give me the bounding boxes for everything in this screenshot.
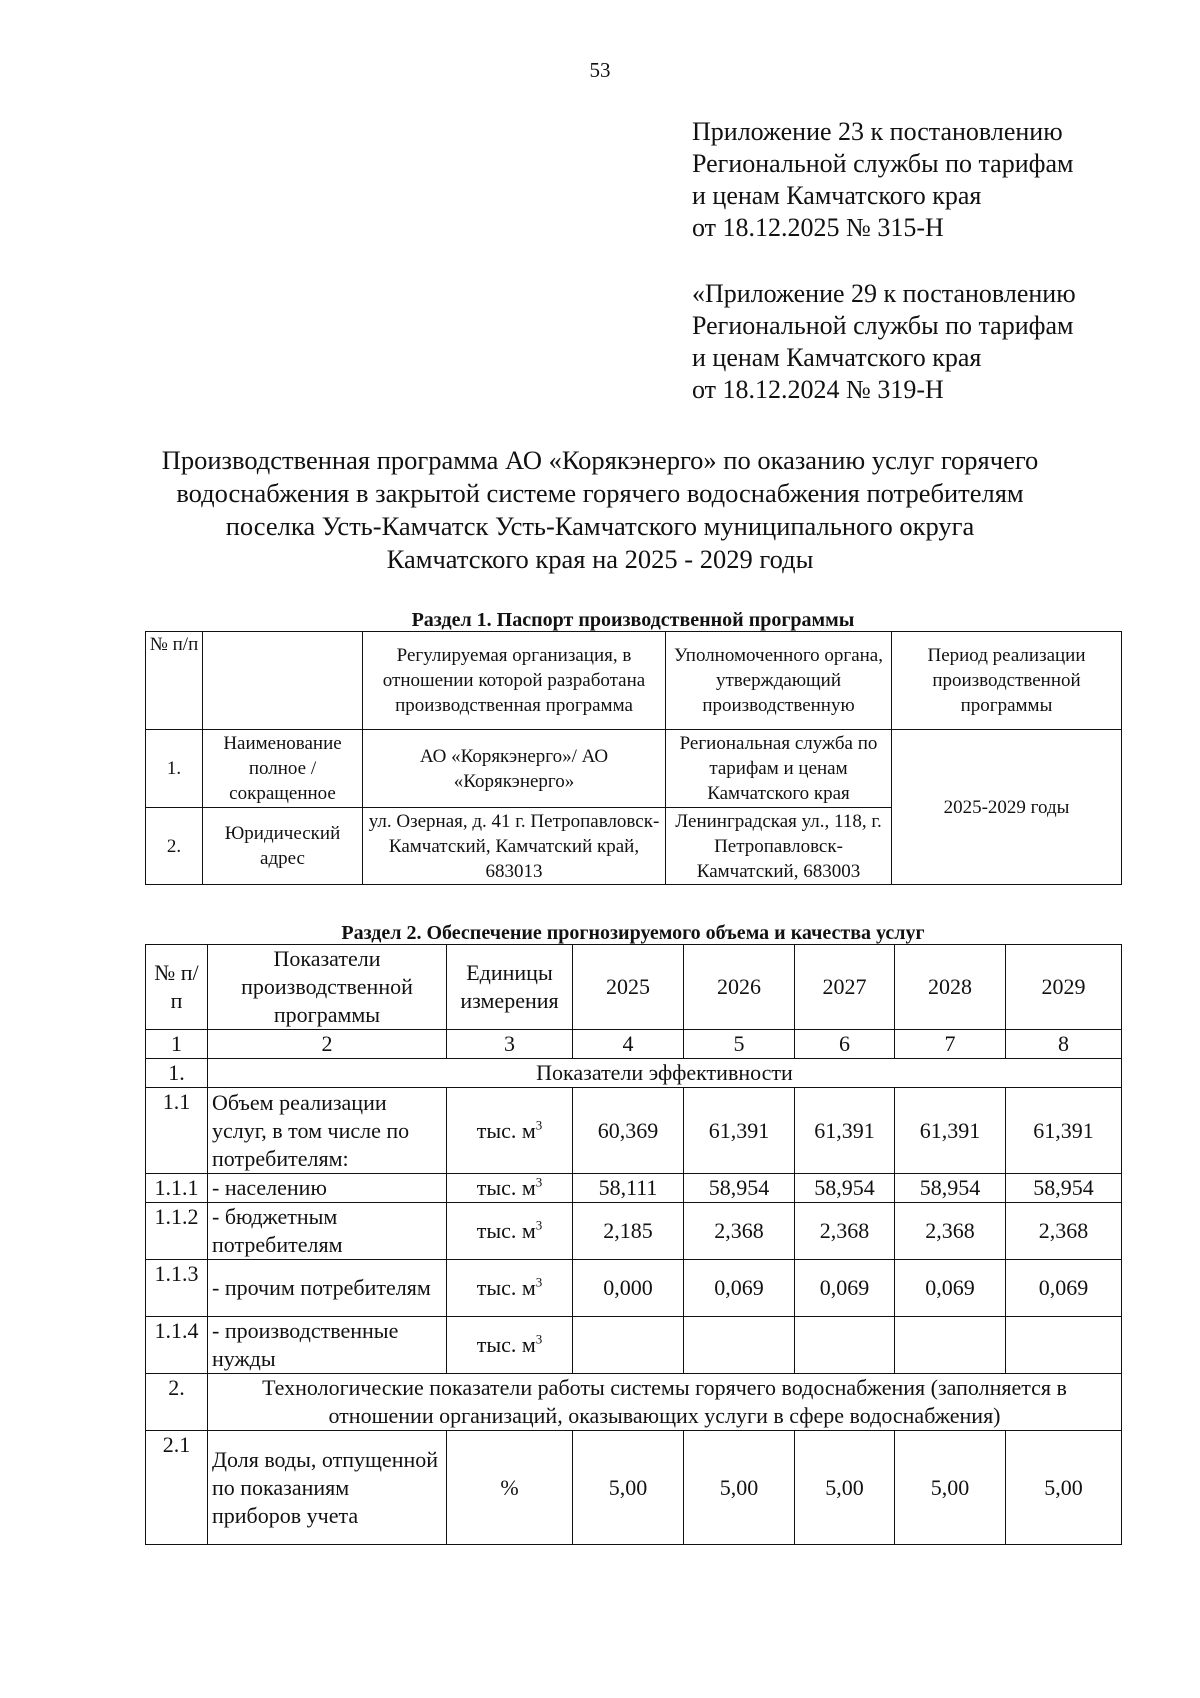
row-unit: тыс. $м^3$ bbox=[447, 1174, 573, 1203]
row-value: 2,368 bbox=[684, 1203, 795, 1260]
header-num: № п/п bbox=[146, 945, 208, 1030]
row-value: 61,391 bbox=[684, 1088, 795, 1174]
section2-title: Раздел 2. Обеспечение прогнозируемого объема и качества услуг bbox=[341, 922, 925, 944]
appendix-current-line: Приложение 23 к постановлению bbox=[692, 117, 1063, 146]
header-unit: Единицы измерения bbox=[447, 945, 573, 1030]
row-num: 1.1 bbox=[146, 1088, 208, 1174]
row-value bbox=[895, 1317, 1006, 1374]
row-org: ул. Озерная, д. 41 г. Петропавловск-Камчатский, Камчатский край, 683013 bbox=[363, 808, 666, 885]
header-indicator: Показатели производственной программы bbox=[208, 945, 447, 1030]
header-period: Период реализации производственной программы bbox=[892, 632, 1122, 730]
document-title bbox=[120, 444, 1080, 576]
group-label: Показатели эффективности bbox=[208, 1059, 1122, 1088]
group-num: 1. bbox=[146, 1059, 208, 1088]
row-value bbox=[684, 1317, 795, 1374]
row-value: 2,368 bbox=[1006, 1203, 1122, 1260]
row-value: 58,954 bbox=[795, 1174, 895, 1203]
row-org: АО «Корякэнерго»/ АО «Корякэнерго» bbox=[363, 730, 666, 808]
row-value: 0,069 bbox=[1006, 1260, 1122, 1317]
row-value: 5,00 bbox=[895, 1431, 1006, 1545]
passport-table bbox=[145, 631, 1122, 885]
row-label: Юридический адрес bbox=[203, 808, 363, 885]
appendix-current-line: и ценам Камчатского края bbox=[692, 181, 982, 210]
appendix-previous bbox=[692, 278, 1076, 406]
group-label: Технологические показатели работы системы горячего водоснабжения (заполняется в отношении организаций, оказывающих услуги в сфере водоснабжения) bbox=[208, 1374, 1122, 1431]
row-value bbox=[795, 1317, 895, 1374]
row-num: 2. bbox=[146, 808, 203, 885]
row-unit: тыс. $м^3$ bbox=[447, 1203, 573, 1260]
indicators-header-row bbox=[146, 945, 1122, 1030]
row-value: 61,391 bbox=[795, 1088, 895, 1174]
row-value: 2,368 bbox=[795, 1203, 895, 1260]
appendix-previous-line: от 18.12.2024 № 319-Н bbox=[692, 375, 944, 404]
row-label: Объем реализации услуг, в том числе по потребителям: bbox=[208, 1088, 447, 1174]
column-number: 1 bbox=[146, 1030, 208, 1059]
table-row bbox=[146, 1317, 1122, 1374]
row-num: 1.1.2 bbox=[146, 1203, 208, 1260]
document-title-line: поселка Усть-Камчатск Усть-Камчатского муниципального округа bbox=[225, 511, 975, 541]
section1-title: Раздел 1. Паспорт производственной программы bbox=[411, 609, 855, 631]
header-year: 2025 bbox=[573, 945, 684, 1030]
column-number: 8 bbox=[1006, 1030, 1122, 1059]
header-year: 2027 bbox=[795, 945, 895, 1030]
row-num: 1.1.1 bbox=[146, 1174, 208, 1203]
page-number: 53 bbox=[589, 58, 611, 82]
column-number: 7 bbox=[895, 1030, 1006, 1059]
row-value: 5,00 bbox=[795, 1431, 895, 1545]
appendix-previous-line: «Приложение 29 к постановлению bbox=[692, 279, 1076, 308]
row-label: Наименование полное / сокращенное bbox=[203, 730, 363, 808]
document-title-line: Производственная программа АО «Корякэнерго» по оказанию услуг горячего bbox=[161, 445, 1039, 475]
header-year: 2028 bbox=[895, 945, 1006, 1030]
row-value: 58,111 bbox=[573, 1174, 684, 1203]
table-row bbox=[146, 1260, 1122, 1317]
row-value: 5,00 bbox=[684, 1431, 795, 1545]
column-number: 4 bbox=[573, 1030, 684, 1059]
passport-row bbox=[146, 730, 1122, 808]
header-authority: Уполномоченного органа, утверждающий производственную bbox=[666, 632, 892, 730]
row-unit: % bbox=[447, 1431, 573, 1545]
row-label: Доля воды, отпущенной по показаниям приборов учета bbox=[208, 1431, 447, 1545]
row-label: - прочим потребителям bbox=[208, 1260, 447, 1317]
document-title-line: водоснабжения в закрытой системе горячего водоснабжения потребителям bbox=[176, 478, 1024, 508]
header-year: 2029 bbox=[1006, 945, 1122, 1030]
row-label: - производственные нужды bbox=[208, 1317, 447, 1374]
row-value: 61,391 bbox=[1006, 1088, 1122, 1174]
header-org: Регулируемая организация, в отношении которой разработана производственная программа bbox=[363, 632, 666, 730]
table-row bbox=[146, 1431, 1122, 1545]
group-row bbox=[146, 1374, 1122, 1431]
row-value: 5,00 bbox=[1006, 1431, 1122, 1545]
table-row bbox=[146, 1203, 1122, 1260]
row-value: 2,185 bbox=[573, 1203, 684, 1260]
header-num: № п/п bbox=[146, 632, 203, 730]
header-year: 2026 bbox=[684, 945, 795, 1030]
row-num: 2.1 bbox=[146, 1431, 208, 1545]
row-num: 1. bbox=[146, 730, 203, 808]
row-num: 1.1.3 bbox=[146, 1260, 208, 1317]
row-unit: тыс. $м^3$ bbox=[447, 1088, 573, 1174]
appendix-previous-line: и ценам Камчатского края bbox=[692, 343, 982, 372]
row-value: 58,954 bbox=[1006, 1174, 1122, 1203]
row-value: 0,069 bbox=[795, 1260, 895, 1317]
header-blank bbox=[203, 632, 363, 730]
group-row bbox=[146, 1059, 1122, 1088]
period-value: 2025-2029 годы bbox=[892, 730, 1122, 885]
document-title-line: Камчатского края на 2025 - 2029 годы bbox=[386, 544, 814, 574]
column-number: 3 bbox=[447, 1030, 573, 1059]
appendix-previous-line: Региональной службы по тарифам bbox=[692, 311, 1074, 340]
row-label: - населению bbox=[208, 1174, 447, 1203]
row-value bbox=[1006, 1317, 1122, 1374]
indicators-table bbox=[145, 944, 1122, 1545]
table-row bbox=[146, 1174, 1122, 1203]
row-value: 61,391 bbox=[895, 1088, 1006, 1174]
column-number: 6 bbox=[795, 1030, 895, 1059]
appendix-current bbox=[692, 116, 1073, 244]
row-value: 60,369 bbox=[573, 1088, 684, 1174]
column-number: 5 bbox=[684, 1030, 795, 1059]
row-label: - бюджетным потребителям bbox=[208, 1203, 447, 1260]
appendix-current-line: Региональной службы по тарифам bbox=[692, 149, 1074, 178]
passport-header-row bbox=[146, 632, 1122, 730]
row-value: 5,00 bbox=[573, 1431, 684, 1545]
row-authority: Региональная служба по тарифам и ценам Камчатского края bbox=[666, 730, 892, 808]
column-number: 2 bbox=[208, 1030, 447, 1059]
column-number-row bbox=[146, 1030, 1122, 1059]
row-value: 0,069 bbox=[895, 1260, 1006, 1317]
row-value: 0,069 bbox=[684, 1260, 795, 1317]
row-unit: тыс. $м^3$ bbox=[447, 1260, 573, 1317]
table-row bbox=[146, 1088, 1122, 1174]
row-authority: Ленинградская ул., 118, г. Петропавловск-Камчатский, 683003 bbox=[666, 808, 892, 885]
row-unit: тыс. $м^3$ bbox=[447, 1317, 573, 1374]
group-num: 2. bbox=[146, 1374, 208, 1431]
row-value: 2,368 bbox=[895, 1203, 1006, 1260]
row-value bbox=[573, 1317, 684, 1374]
appendix-current-line: от 18.12.2025 № 315-Н bbox=[692, 213, 944, 242]
row-value: 58,954 bbox=[684, 1174, 795, 1203]
row-num: 1.1.4 bbox=[146, 1317, 208, 1374]
row-value: 0,000 bbox=[573, 1260, 684, 1317]
row-value: 58,954 bbox=[895, 1174, 1006, 1203]
